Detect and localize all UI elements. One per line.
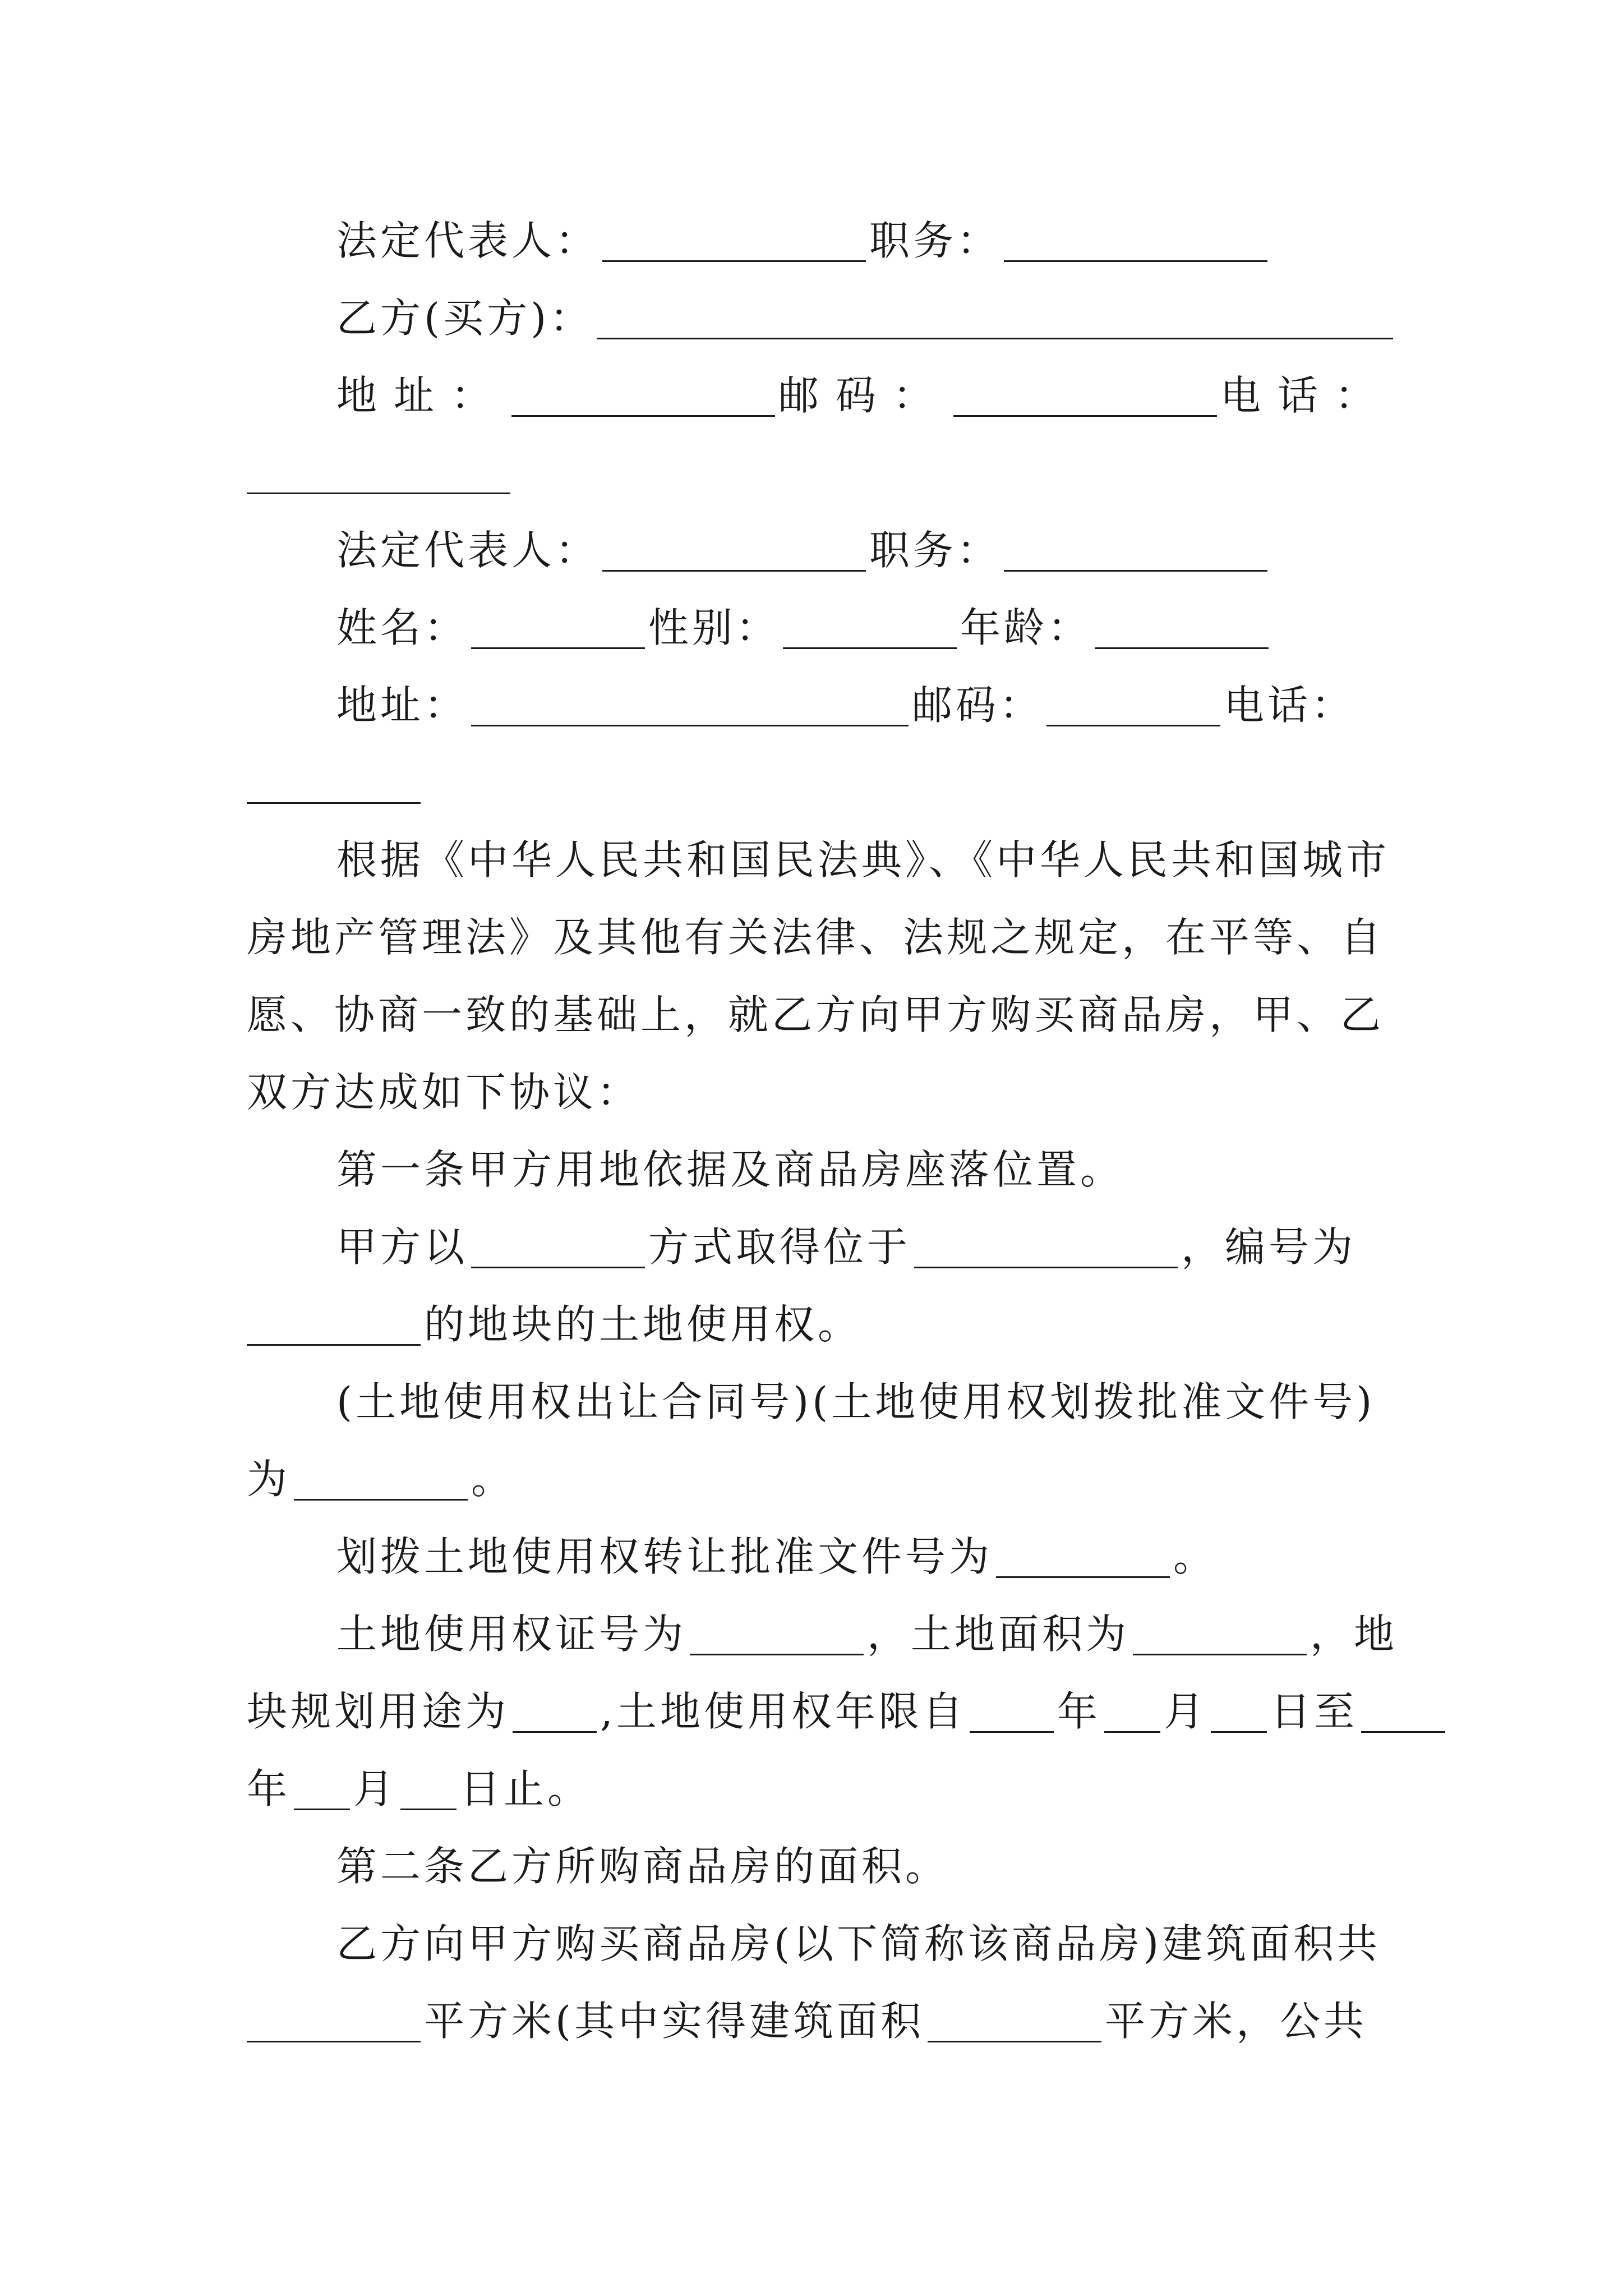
text-segment: 。 [471, 1456, 515, 1503]
blank-field[interactable] [970, 1691, 1054, 1733]
blank-field[interactable] [471, 607, 645, 649]
article-1-title: 第一条甲方用地依据及商品房座落位置。 [336, 1146, 1124, 1193]
text-segment: 平方米(其中实得建筑面积 [424, 1998, 925, 2045]
text-segment: 月 [353, 1765, 398, 1812]
blank-field[interactable] [1095, 607, 1269, 649]
blank-field[interactable] [513, 1691, 597, 1733]
document-page [247, 202, 1398, 2060]
blank-field[interactable] [783, 607, 957, 649]
blank-field[interactable] [294, 1768, 350, 1810]
text-segment: 日至 [1270, 1688, 1358, 1735]
blank-field[interactable] [1004, 530, 1267, 572]
personal-info-line [247, 589, 1385, 666]
blank-field[interactable] [247, 452, 510, 494]
text-segment: 。 [1173, 1533, 1218, 1580]
label-legal-rep: 法定代表人： [336, 217, 600, 264]
label-address: 地址： [336, 372, 509, 419]
label-postcode: 邮码： [912, 682, 1044, 729]
article-2-title: 第二条乙方所购商品房的面积。 [336, 1843, 949, 1890]
text-segment: 土地使用权证号为 [336, 1611, 687, 1658]
text-segment: 块规划用途为 [247, 1688, 510, 1735]
buyer-line [247, 279, 1385, 357]
blank-field[interactable] [247, 1304, 421, 1346]
text-segment: 日止。 [460, 1765, 592, 1812]
label-buyer: 乙方(买方)： [336, 295, 594, 342]
text-segment: 甲方以 [336, 1223, 468, 1271]
label-position: 职务： [869, 527, 1001, 574]
personal-phone-continuation [247, 744, 1385, 821]
blank-field[interactable] [928, 2000, 1101, 2042]
preamble-line-4: 双方达成如下协议： [247, 1069, 641, 1116]
text-segment: ,土地使用权年限自 [600, 1688, 966, 1735]
text-segment: 为 [247, 1456, 291, 1503]
article-1-line-7 [247, 1673, 1385, 1750]
blank-field[interactable] [1004, 220, 1267, 262]
label-legal-rep: 法定代表人： [336, 527, 600, 574]
blank-field[interactable] [1046, 684, 1220, 726]
blank-field[interactable] [400, 1768, 457, 1810]
label-phone: 电话： [1224, 682, 1355, 729]
blank-field[interactable] [914, 1226, 1178, 1268]
article-1-line-8 [247, 1750, 1385, 1828]
text-segment: 月 [1163, 1688, 1207, 1735]
blank-field[interactable] [597, 297, 1393, 339]
buyer-phone-continuation [247, 434, 1385, 512]
blank-field[interactable] [294, 1458, 468, 1501]
blank-field[interactable] [602, 530, 866, 572]
text-segment: 年 [247, 1765, 291, 1812]
personal-address-line [247, 666, 1385, 744]
preamble-line-3: 愿、协商一致的基础上，就乙方向甲方购买商品房，甲、乙 [247, 991, 1385, 1038]
blank-field[interactable] [953, 375, 1217, 417]
blank-field[interactable] [471, 684, 909, 726]
buyer-rep-line [247, 512, 1385, 589]
blank-field[interactable] [471, 1226, 645, 1268]
blank-field[interactable] [247, 2000, 421, 2042]
article-1-line-2 [247, 1286, 1385, 1363]
blank-field[interactable] [996, 1536, 1170, 1578]
article-1-line-3: (土地使用权出让合同号)(土地使用权划拨批准文件号) [336, 1378, 1376, 1425]
blank-field[interactable] [511, 375, 775, 417]
label-postcode: 邮码： [778, 372, 951, 419]
text-segment: ，编号为 [1181, 1223, 1357, 1271]
label-position: 职务： [869, 217, 1001, 264]
blank-field[interactable] [247, 762, 421, 804]
text-segment: 年 [1057, 1688, 1101, 1735]
article-1-line-6 [247, 1595, 1398, 1673]
blank-field[interactable] [602, 220, 866, 262]
label-address: 地址： [336, 682, 468, 729]
article-1-line-5 [247, 1518, 1385, 1595]
seller-rep-line [247, 202, 1385, 279]
text-segment: ，土地面积为 [867, 1611, 1130, 1658]
preamble-line-2: 房地产管理法》及其他有关法律、法规之规定，在平等、自 [247, 914, 1385, 961]
text-segment: 的地块的土地使用权。 [424, 1301, 862, 1348]
blank-field[interactable] [1361, 1691, 1445, 1733]
article-1-line-1 [247, 1208, 1385, 1286]
text-segment: 方式取得位于 [648, 1223, 911, 1271]
article-1-line-4 [247, 1441, 1385, 1518]
blank-field[interactable] [690, 1613, 864, 1655]
blank-field[interactable] [1211, 1691, 1267, 1733]
text-segment: 划拨土地使用权转让批准文件号为 [336, 1533, 993, 1580]
blank-field[interactable] [1104, 1691, 1160, 1733]
label-age: 年龄： [960, 604, 1092, 651]
label-name: 姓名： [336, 604, 468, 651]
text-segment: 平方米，公共 [1105, 1998, 1368, 2045]
label-gender: 性别： [648, 604, 780, 651]
article-2-line-1: 乙方向甲方购买商品房(以下简称该商品房)建筑面积共 [336, 1920, 1381, 1967]
text-segment: ，地 [1310, 1611, 1398, 1658]
preamble-line-1: 根据《中华人民共和国民法典》、《中华人民共和国城市 [336, 836, 1390, 884]
article-2-line-2 [247, 1982, 1385, 2060]
buyer-address-line [247, 357, 1393, 434]
blank-field[interactable] [1133, 1613, 1307, 1655]
label-phone: 电话： [1220, 372, 1393, 419]
